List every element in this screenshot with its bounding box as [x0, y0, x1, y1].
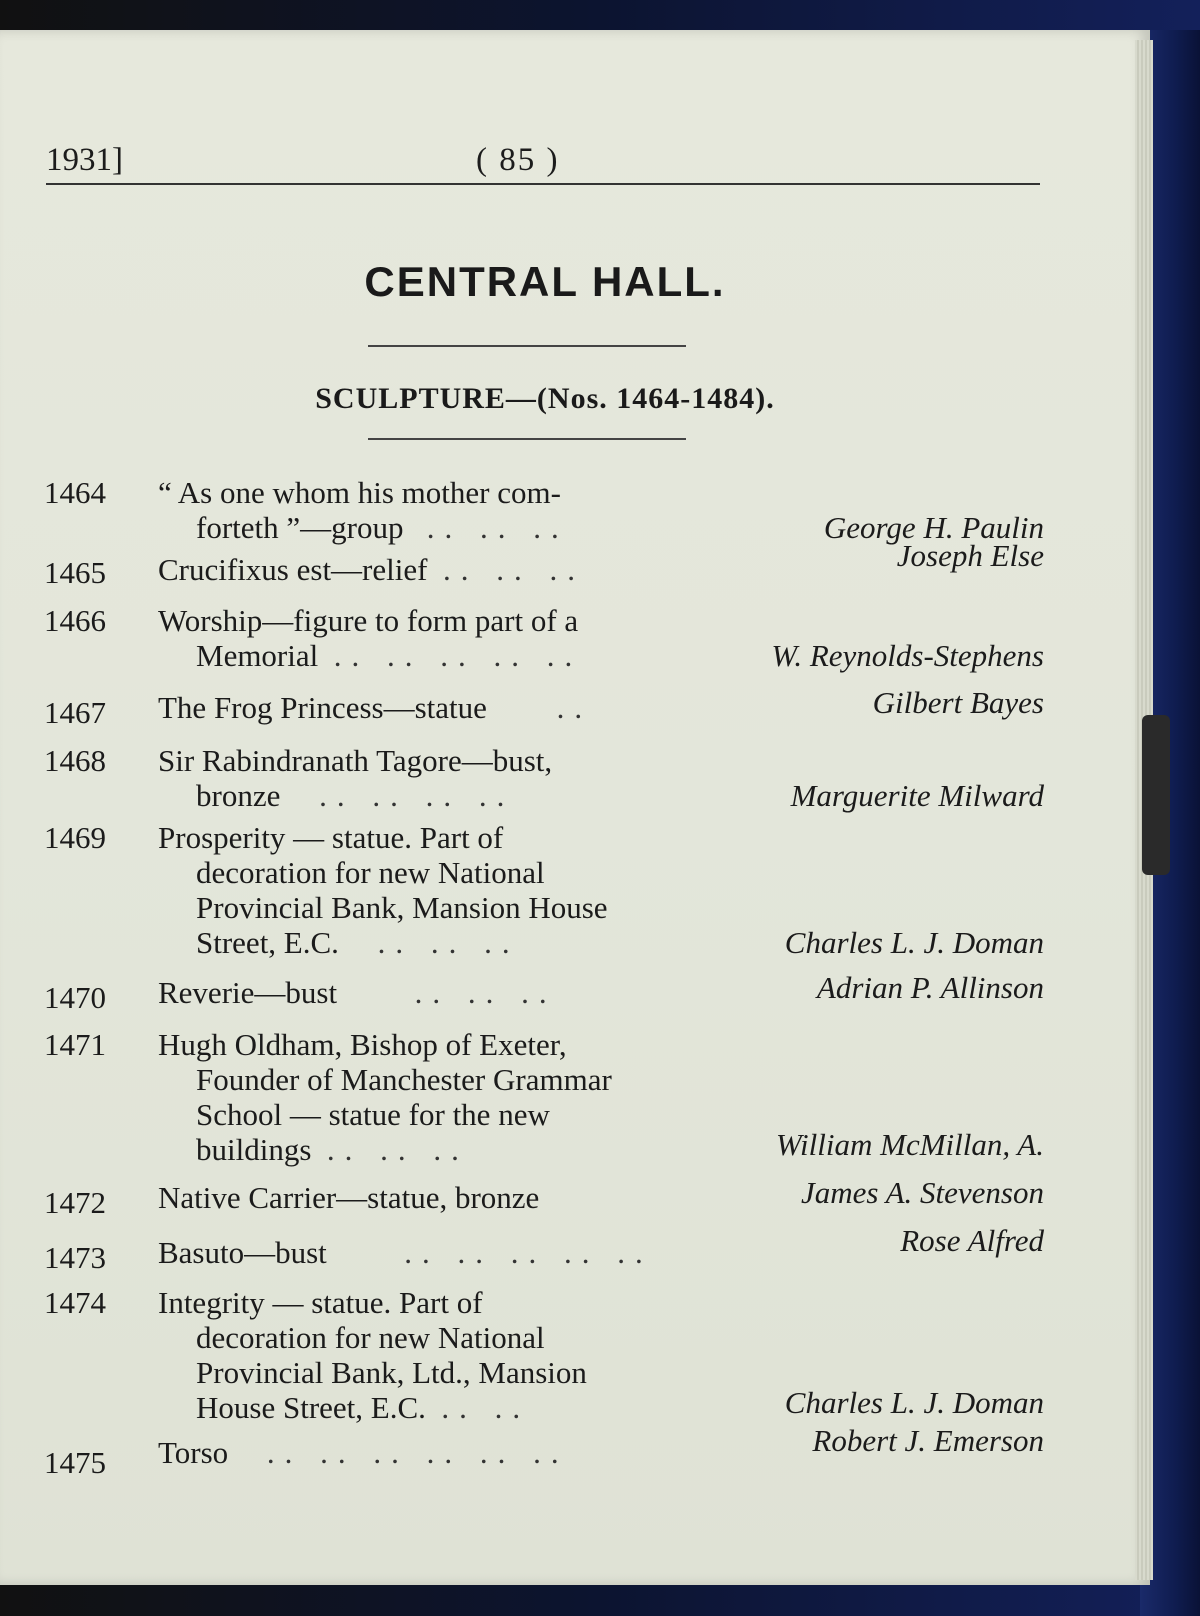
leader-dots: .. .. ..: [426, 510, 569, 545]
header-rule: [46, 183, 1040, 185]
entry-number: 1474: [44, 1285, 106, 1320]
entry-title-line: forteth ”—group: [196, 510, 404, 545]
entry-number: 1467: [44, 695, 106, 730]
leader-dots: .. .. ..: [414, 975, 557, 1010]
header-year: 1931]: [46, 142, 123, 178]
artist-name: Robert J. Emerson: [812, 1423, 1044, 1458]
artist-name: W. Reynolds-Stephens: [771, 638, 1044, 673]
entry-title-line: decoration for new National: [196, 855, 545, 890]
entry-title-line: School — statue for the new: [196, 1097, 550, 1132]
leader-dots: .. ..: [441, 1390, 531, 1425]
artist-name: George H. Paulin: [823, 510, 1044, 545]
entry-title-line: Integrity — statue. Part of: [158, 1285, 483, 1320]
leader-dots: .. .. .. .. .. ..: [266, 1435, 569, 1470]
entry-title-line: Founder of Manchester Grammar: [196, 1062, 612, 1097]
entry-title-line: Worship—figure to form part of a: [158, 603, 579, 638]
entry-title-line: Hugh Oldham, Bishop of Exeter,: [158, 1027, 567, 1062]
section-subtitle: SCULPTURE—(Nos. 1464-1484).: [315, 382, 775, 415]
entry-number: 1468: [44, 743, 106, 778]
entry-title-line: buildings: [196, 1132, 312, 1167]
artist-name: William McMillan, A.: [775, 1127, 1044, 1162]
entry-title-line: decoration for new National: [196, 1320, 545, 1355]
book-clasp: [1142, 715, 1170, 875]
entry-number: 1470: [44, 980, 106, 1015]
entry-title-line: Reverie—bust: [158, 975, 338, 1010]
title-rule: [368, 345, 686, 347]
artist-name: Charles L. J. Doman: [784, 925, 1044, 960]
entry-number: 1473: [44, 1240, 106, 1275]
leader-dots: ..: [556, 690, 593, 725]
entry-title-line: Street, E.C.: [196, 925, 339, 960]
entry-title-line: Sir Rabindranath Tagore—bust,: [158, 743, 553, 778]
artist-name: Rose Alfred: [900, 1223, 1044, 1258]
artist-name: Joseph Else: [896, 538, 1044, 573]
entry-number: 1464: [44, 475, 106, 510]
entry-number: 1472: [44, 1185, 106, 1220]
leader-dots: .. .. ..: [326, 1132, 469, 1167]
artist-name: Adrian P. Allinson: [816, 970, 1044, 1005]
artist-name: Marguerite Milward: [790, 778, 1044, 813]
leader-dots: .. .. .. .. ..: [333, 638, 583, 673]
entry-title-line: The Frog Princess—statue: [158, 690, 487, 725]
leader-dots: .. .. .. ..: [319, 778, 515, 813]
entry-title-line: bronze: [196, 778, 281, 813]
artist-name: Charles L. J. Doman: [784, 1385, 1044, 1420]
leader-dots: .. .. ..: [377, 925, 520, 960]
leader-dots: .. .. ..: [442, 552, 585, 587]
entry-title-line: Crucifixus est—relief: [158, 552, 428, 587]
entry-title-line: Provincial Bank, Ltd., Mansion: [196, 1355, 587, 1390]
artist-name: James A. Stevenson: [800, 1175, 1044, 1210]
entry-number: 1469: [44, 820, 106, 855]
entry-title-line: Basuto—bust: [158, 1235, 327, 1270]
artist-name: Gilbert Bayes: [872, 685, 1044, 720]
entry-title-line: “ As one whom his mother com-: [158, 475, 561, 510]
entry-number: 1475: [44, 1445, 106, 1480]
entry-title-line: Memorial: [196, 638, 319, 673]
leader-dots: .. .. .. .. ..: [404, 1235, 653, 1270]
entry-title-line: Torso: [158, 1435, 229, 1470]
section-title: CENTRAL HALL.: [364, 258, 726, 305]
entry-number: 1471: [44, 1027, 106, 1062]
entry-title-line: House Street, E.C.: [196, 1390, 426, 1425]
entry-number: 1466: [44, 603, 106, 638]
subtitle-rule: [368, 438, 686, 440]
entry-title-line: Provincial Bank, Mansion House: [196, 890, 608, 925]
entry-number: 1465: [44, 555, 106, 590]
entry-title-line: Native Carrier—statue, bronze: [158, 1180, 540, 1215]
entry-title-line: Prosperity — statue. Part of: [158, 820, 504, 855]
page-number: ( 85 ): [476, 142, 560, 178]
